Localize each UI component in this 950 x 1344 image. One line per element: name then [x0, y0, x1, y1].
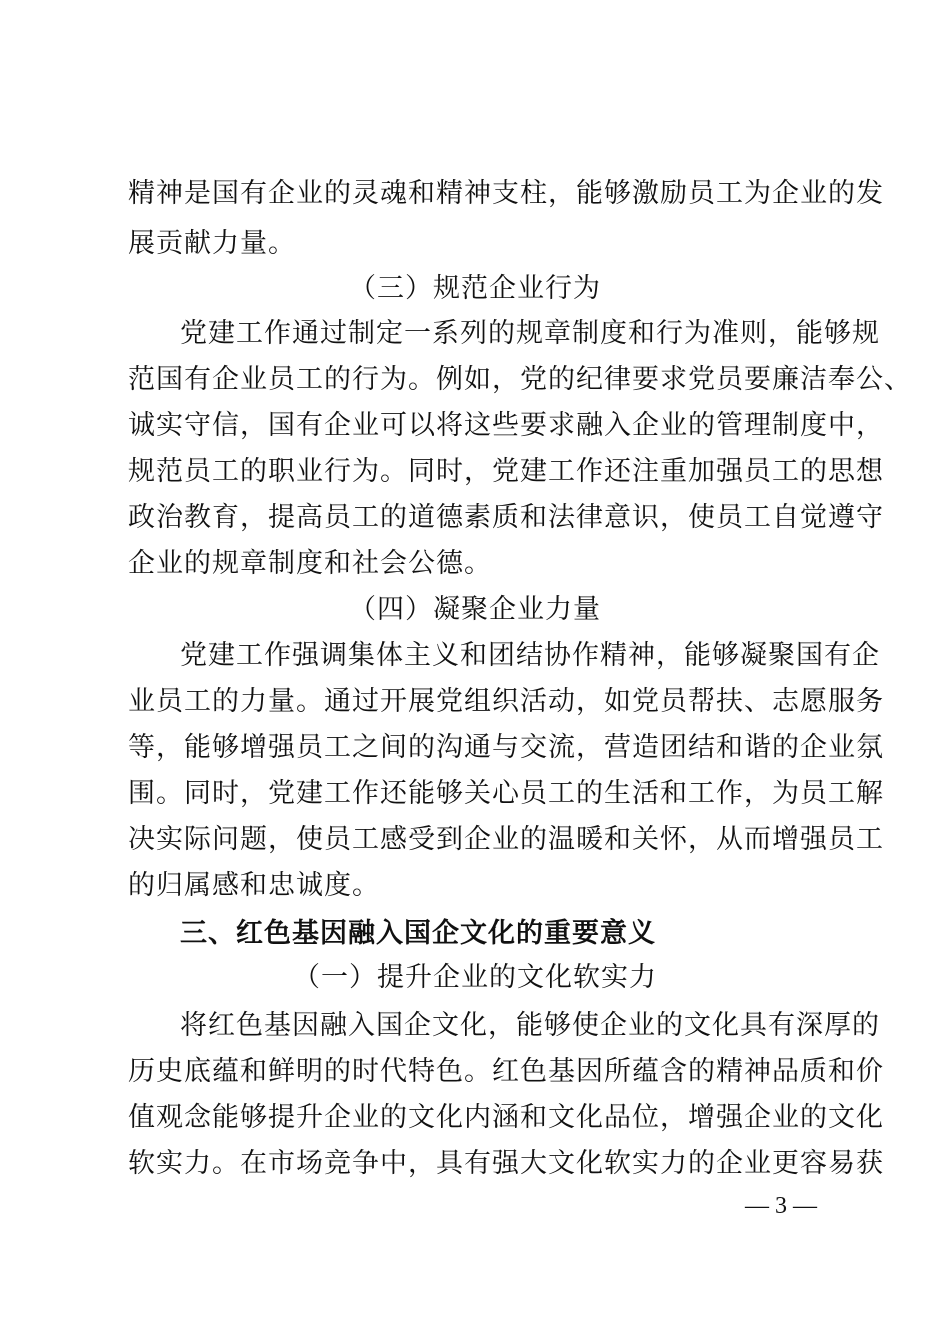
body-text-line: 政治教育，提高员工的道德素质和法律意识，使员工自觉遵守: [128, 502, 884, 533]
section-subheading: （四）凝聚企业力量: [349, 594, 601, 625]
section-subheading: （一）提升企业的文化软实力: [293, 962, 657, 993]
page-number: — 3 —: [745, 1193, 817, 1219]
section-subheading: （三）规范企业行为: [349, 273, 601, 304]
body-text-line: 围。同时，党建工作还能够关心员工的生活和工作，为员工解: [128, 778, 884, 809]
body-text-line: 范国有企业员工的行为。例如，党的纪律要求党员要廉洁奉公、: [128, 364, 912, 395]
body-text-line: 业员工的力量。通过开展党组织活动，如党员帮扶、志愿服务: [128, 686, 884, 717]
body-text-line: 诚实守信，国有企业可以将这些要求融入企业的管理制度中，: [128, 410, 884, 441]
body-text-line: 软实力。在市场竞争中，具有强大文化软实力的企业更容易获: [128, 1148, 884, 1179]
body-text-line: 企业的规章制度和社会公德。: [128, 548, 492, 579]
body-text-line: 值观念能够提升企业的文化内涵和文化品位，增强企业的文化: [128, 1102, 884, 1133]
body-text-line: 党建工作强调集体主义和团结协作精神，能够凝聚国有企: [180, 640, 880, 671]
body-text-line: 将红色基因融入国企文化，能够使企业的文化具有深厚的: [180, 1010, 880, 1041]
body-text-line: 等，能够增强员工之间的沟通与交流，营造团结和谐的企业氛: [128, 732, 884, 763]
body-text-line: 规范员工的职业行为。同时，党建工作还注重加强员工的思想: [128, 456, 884, 487]
body-text-line: 展贡献力量。: [128, 228, 296, 259]
body-text-line: 精神是国有企业的灵魂和精神支柱，能够激励员工为企业的发: [128, 178, 884, 209]
body-text-line: 党建工作通过制定一系列的规章制度和行为准则，能够规: [180, 318, 880, 349]
section-heading: 三、红色基因融入国企文化的重要意义: [180, 918, 656, 949]
body-text-line: 的归属感和忠诚度。: [128, 870, 380, 901]
body-text-line: 决实际问题，使员工感受到企业的温暖和关怀，从而增强员工: [128, 824, 884, 855]
body-text-line: 历史底蕴和鲜明的时代特色。红色基因所蕴含的精神品质和价: [128, 1056, 884, 1087]
